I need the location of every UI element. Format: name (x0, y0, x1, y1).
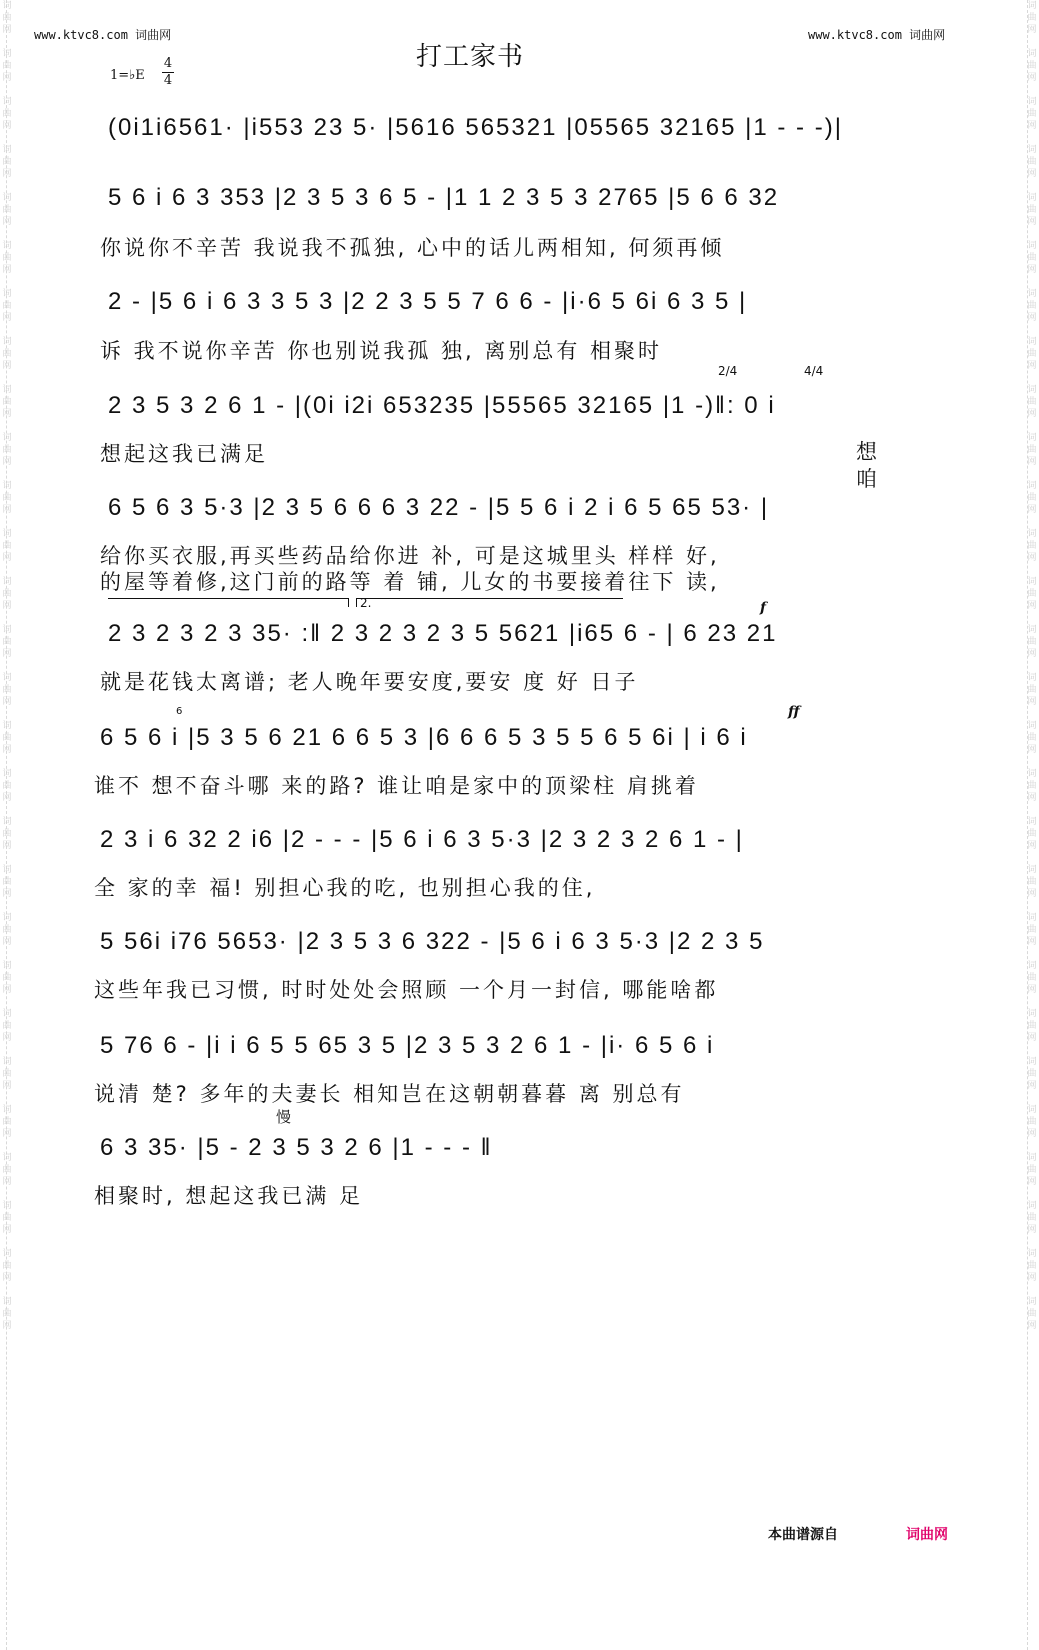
watermark-text: 词曲网 (1027, 1201, 1037, 1235)
watermark-text: 词曲网 (2, 433, 12, 467)
verse-start-word-1: 想 (856, 440, 880, 464)
watermark-text: 词曲网 (2, 1, 12, 35)
watermark-text: 词曲网 (1027, 1297, 1037, 1331)
watermark-text: 词曲网 (2, 529, 12, 563)
lyric-line-9: 这些年我已习惯, 时时处处会照顾 一个月一封信, 哪能啥都 (94, 978, 719, 1002)
notation-line-7: 6 5 6 i |5 3 5 6 21 6 6 5 3 |6 6 6 5 3 5 5 6 5 6i | i 6 i (100, 724, 748, 751)
watermark-text: 词曲网 (1027, 337, 1037, 371)
lyric-line-7: 谁不 想不奋斗哪 来的路? 谁让咱是家中的顶梁柱 肩挑着 (94, 774, 699, 798)
time-denominator: 4 (163, 73, 173, 88)
watermark-text: 词曲网 (2, 1105, 12, 1139)
watermark-text: 词曲网 (1027, 625, 1037, 659)
time-change-2-4: 2/4 (718, 364, 738, 378)
watermark-text: 词曲网 (2, 625, 12, 659)
watermark-text: 词曲网 (1027, 817, 1037, 851)
source-credit-text: 本曲谱源自 (768, 1527, 838, 1543)
watermark-text: 词曲网 (2, 97, 12, 131)
notation-line-11: 6 3 35· |5 - 2 3 5 3 2 6 |1 - - - ‖ (100, 1134, 493, 1161)
watermark-text: 词曲网 (2, 865, 12, 899)
watermark-text: 词曲网 (1027, 1249, 1037, 1283)
notation-line-6: 2 3 2 3 2 3 35· :‖ 2 3 2 3 2 3 5 5621 |i65 6 - | 6 23 21 (108, 620, 778, 647)
site-url-left: www.ktvc8.com 词曲网 (34, 28, 172, 42)
notation-line-4: 2 3 5 3 2 6 1 - |(0i i2i 653235 |55565 32165 |1 -)‖: 0 i (108, 392, 776, 419)
watermark-text: 词曲网 (2, 961, 12, 995)
source-brand-link[interactable]: 词曲网 (906, 1527, 948, 1543)
watermark-text: 词曲网 (2, 769, 12, 803)
watermark-text: 词曲网 (1027, 145, 1037, 179)
watermark-text: 词曲网 (2, 385, 12, 419)
watermark-text: 词曲网 (1027, 1, 1037, 35)
lyric-line-5a: 给你买衣服,再买些药品给你进 补, 可是这城里头 样样 好, (100, 544, 720, 568)
notation-line-5: 6 5 6 3 5·3 |2 3 5 6 6 6 3 22 - |5 5 6 i 2 i 6 5 65 53· | (108, 494, 770, 521)
dynamic-fortissimo: ff (788, 704, 800, 720)
watermark-text: 词曲网 (2, 145, 12, 179)
watermark-text: 词曲网 (1027, 1105, 1037, 1139)
watermark-text: 词曲网 (1027, 721, 1037, 755)
lyric-line-10: 说清 楚? 多年的夫妻长 相知岂在这朝朝暮暮 离 别总有 (94, 1082, 685, 1106)
notation-line-8: 2 3 i 6 32 2 i6 |2 - - - |5 6 i 6 3 5·3 |2 3 2 3 2 6 1 - | (100, 826, 744, 853)
lyric-line-4: 想起这我已满足 (100, 442, 268, 466)
watermark-text: 词曲网 (2, 817, 12, 851)
watermark-text: 词曲网 (1027, 193, 1037, 227)
watermark-text: 词曲网 (2, 1249, 12, 1283)
tuplet-marker: 6 (176, 706, 183, 717)
watermark-text: 词曲网 (2, 241, 12, 275)
time-signature (162, 56, 174, 89)
notation-line-1: (0i1i6561· |i553 23 5· |5616 565321 |05565 32165 |1 - - -)| (108, 114, 843, 141)
notation-line-9: 5 56i i76 5653· |2 3 5 3 6 322 - |5 6 i 6 3 5·3 |2 2 3 5 (100, 928, 765, 955)
lyric-line-8: 全 家的幸 福! 别担心我的吃, 也别担心我的住, (94, 876, 596, 900)
watermark-text: 词曲网 (2, 289, 12, 323)
dynamic-forte: f (760, 600, 767, 616)
watermark-text: 词曲网 (2, 721, 12, 755)
watermark-text: 词曲网 (1027, 961, 1037, 995)
song-title: 打工家书 (416, 42, 525, 72)
notation-line-10: 5 76 6 - |i i 6 5 5 65 3 5 |2 3 5 3 2 6 1 - |i· 6 5 6 i (100, 1032, 715, 1059)
watermark-text: 词曲网 (2, 1201, 12, 1235)
watermark-text: 词曲网 (2, 481, 12, 515)
watermark-text: 词曲网 (2, 1057, 12, 1091)
verse-start-word-2: 咱 (856, 467, 880, 491)
lyric-line-2: 你说你不辛苦 我说我不孤独, 心中的话儿两相知, 何须再倾 (100, 236, 725, 260)
site-url-right: www.ktvc8.com 词曲网 (808, 28, 946, 42)
watermark-text: 词曲网 (1027, 241, 1037, 275)
watermark-text: 词曲网 (1027, 529, 1037, 563)
watermark-text: 词曲网 (2, 673, 12, 707)
watermark-text: 词曲网 (1027, 577, 1037, 611)
watermark-text: 词曲网 (2, 1297, 12, 1331)
watermark-text: 词曲网 (1027, 49, 1037, 83)
watermark-text: 词曲网 (1027, 385, 1037, 419)
watermark-text: 词曲网 (1027, 433, 1037, 467)
watermark-text: 词曲网 (1027, 769, 1037, 803)
watermark-text: 词曲网 (2, 193, 12, 227)
watermark-text: 词曲网 (1027, 1009, 1037, 1043)
lyric-line-5b: 的屋等着修,这门前的路等 着 铺, 儿女的书要接着往下 读, (100, 570, 720, 594)
lyric-line-6: 就是花钱太离谱; 老人晚年要安度,要安 度 好 日子 (100, 670, 639, 694)
watermark-text: 词曲网 (1027, 673, 1037, 707)
notation-line-2: 5 6 i 6 3 353 |2 3 5 3 6 5 - |1 1 2 3 5 3 2765 |5 6 6 32 (108, 184, 780, 211)
watermark-text: 词曲网 (2, 49, 12, 83)
watermark-text: 词曲网 (1027, 97, 1037, 131)
key-signature: 1=♭E (110, 68, 145, 83)
notation-line-3: 2 - |5 6 i 6 3 3 5 3 |2 2 3 5 5 7 6 6 - |i·6 5 6i 6 3 5 | (108, 288, 748, 315)
lyric-line-11: 相聚时, 想起这我已满 足 (94, 1184, 364, 1208)
time-change-4-4: 4/4 (804, 364, 824, 378)
tempo-slow-marking: 慢 (276, 1108, 292, 1126)
watermark-text: 词曲网 (1027, 1057, 1037, 1091)
right-watermark-strip (1025, 0, 1039, 1650)
watermark-text: 词曲网 (1027, 289, 1037, 323)
watermark-text: 词曲网 (1027, 481, 1037, 515)
watermark-text: 词曲网 (2, 337, 12, 371)
watermark-text: 词曲网 (2, 913, 12, 947)
volta-bracket-2 (356, 598, 623, 607)
volta-2-label: 2. (360, 596, 372, 610)
watermark-text: 词曲网 (1027, 913, 1037, 947)
watermark-text: 词曲网 (2, 1009, 12, 1043)
left-watermark-strip (0, 0, 14, 1650)
watermark-text: 词曲网 (2, 1153, 12, 1187)
watermark-text: 词曲网 (1027, 865, 1037, 899)
watermark-text: 词曲网 (1027, 1153, 1037, 1187)
volta-bracket-1 (108, 598, 349, 607)
lyric-line-3: 诉 我不说你辛苦 你也别说我孤 独, 离别总有 相聚时 (100, 339, 663, 363)
watermark-text: 词曲网 (2, 577, 12, 611)
time-numerator: 4 (163, 56, 173, 71)
